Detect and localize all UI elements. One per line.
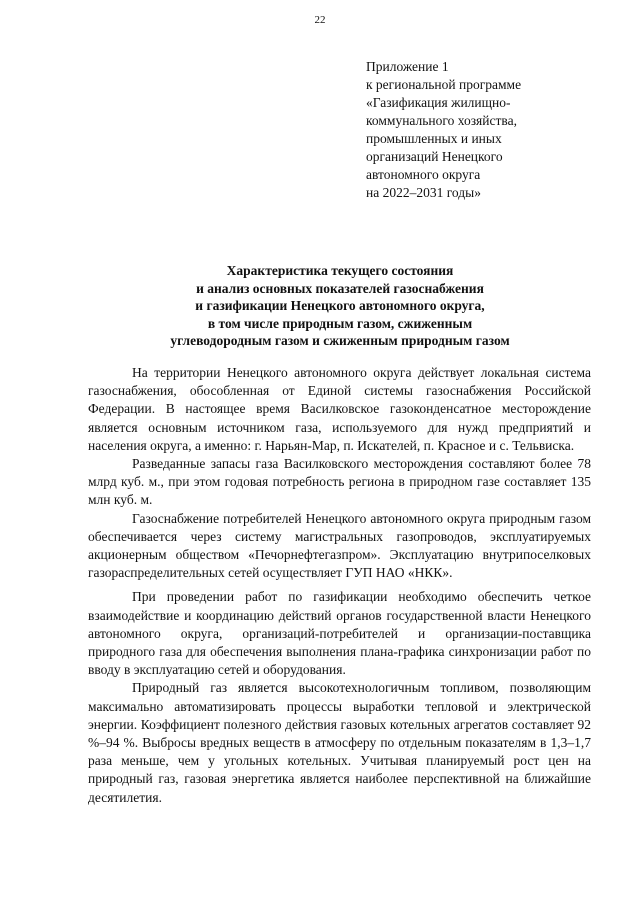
paragraph-gasification-works: При проведении работ по газификации необходимо обеспечить четкое взаимодействие и координацию действий органов государственной власти Ненецкого автономного округа, организаций-потребителей и организации-поставщика природного газа для обеспечения выполнения плана-графика синхронизации работ по вводу в эксплуатацию сетей и оборудования. (88, 589, 591, 678)
title-line: и газификации Ненецкого автономного округа, (195, 298, 485, 313)
appendix-line: на 2022–2031 годы» (366, 185, 481, 200)
title-line: Характеристика текущего состояния (226, 263, 454, 278)
paragraph-local-gas-system: На территории Ненецкого автономного округа действует локальная система газоснабжения, обособленная от Единой системы газоснабжения Российской Федерации. В настоящее время Василковское газоконденсатное месторождение является основным источником газа, используемого для нужд предприятий и населения округа, а именно: г. Нарьян-Мар, п. Искателей, п. Красное и с. Тельвиска. (88, 365, 591, 453)
paragraph-natural-gas-benefits: Природный газ является высокотехнологичным топливом, позволяющим максимально автоматизировать процессы выработки тепловой и электрической энергии. Коэффициент полезного действия газовых котельных агрегатов составляет 92 %–94 %. Выбросы вредных веществ в атмосферу по отдельным показателям в 1,3–1,7 раза меньше, чем у угольных котельных. Учитывая планируемый рост цен на природный газ, газовая энергетика является наиболее перспективной на ближайшие десятилетия. (88, 680, 591, 805)
appendix-line: коммунального хозяйства, (366, 113, 517, 128)
appendix-line: организаций Ненецкого (366, 149, 503, 164)
appendix-line: промышленных и иных (366, 131, 502, 146)
title-line: в том числе природным газом, сжиженным (207, 315, 473, 331)
document-body (88, 364, 591, 807)
appendix-line: к региональной программе (366, 77, 522, 92)
paragraph-gas-reserves: Разведанные запасы газа Василковского месторождения составляют более 78 млрд куб. м., при этом годовая потребность региона в природном газе составляет 135 млн куб. м. (88, 456, 591, 508)
paragraph-gas-supply: Газоснабжение потребителей Ненецкого автономного округа природным газом обеспечивается через систему магистральных газопроводов, эксплуатируемых акционерным обществом «Печорнефтегазпром». Эксплуатацию внутрипоселковых газораспределительных сетей осуществляет ГУП НАО «НКК». (88, 510, 591, 581)
page-number: 22 (314, 14, 326, 26)
document-title (80, 262, 600, 350)
appendix-note (366, 58, 566, 202)
title-line: и анализ основных показателей газоснабжения (196, 280, 484, 296)
appendix-line: «Газификация жилищно- (366, 95, 511, 110)
appendix-line: автономного округа (366, 167, 481, 182)
title-line: углеводородным газом и сжиженным природным газом (170, 333, 510, 348)
appendix-line: Приложение 1 (366, 59, 449, 74)
